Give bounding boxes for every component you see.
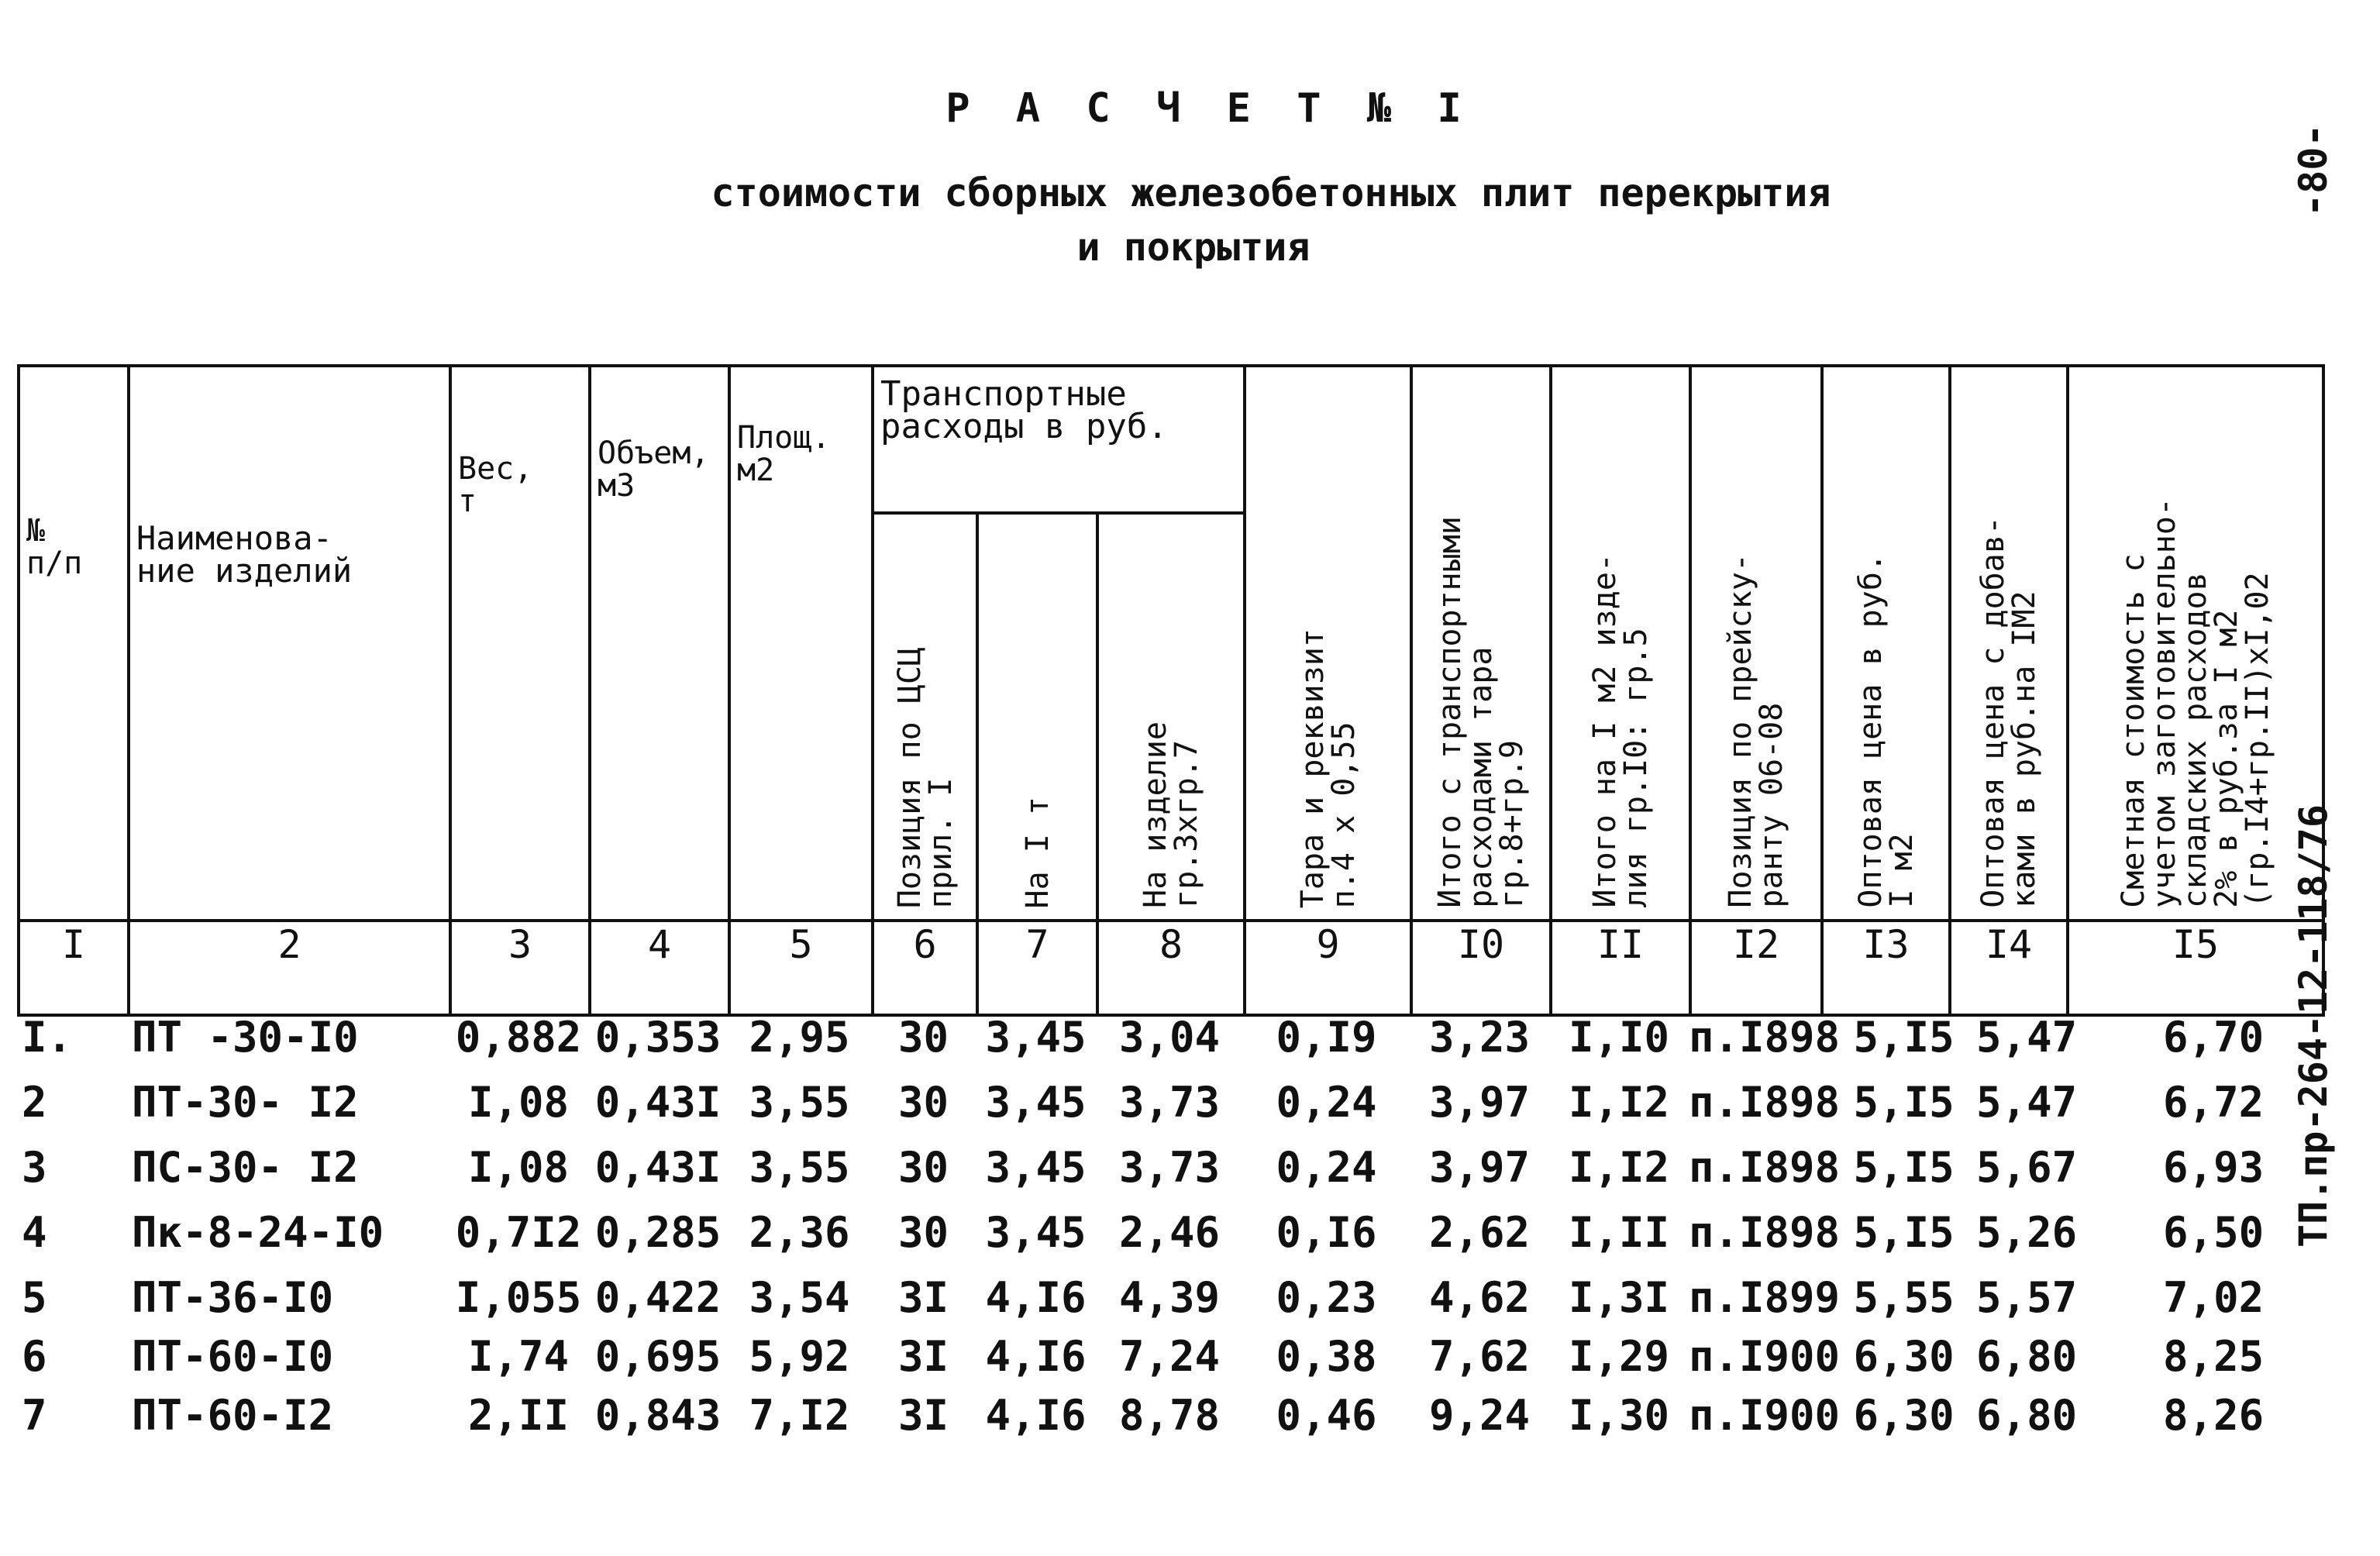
- table-cell: 0,285: [594, 1207, 722, 1257]
- table-cell: I,I2: [1568, 1077, 1670, 1127]
- table-cell: 3,45: [985, 1142, 1087, 1192]
- table-cell: 0,353: [594, 1012, 722, 1062]
- table-cell: п.I898: [1689, 1207, 1841, 1257]
- table-cell: 3,23: [1428, 1012, 1531, 1062]
- document-title: Р А С Ч Е Т № I: [945, 85, 1472, 132]
- table-cell: 4,I6: [985, 1390, 1087, 1440]
- table-cell: 0,695: [594, 1331, 722, 1381]
- table-cell: 4,62: [1428, 1272, 1531, 1322]
- table-cell: 5,47: [1976, 1012, 2078, 1062]
- header-col-5: Площ. м2: [729, 366, 873, 921]
- table-cell: I,08: [467, 1142, 570, 1192]
- table-cell: 3,73: [1118, 1142, 1221, 1192]
- table-cell: ПТ-60-I0: [132, 1331, 334, 1381]
- table-cell: I.: [22, 1012, 73, 1062]
- table-row: [17, 1196, 2341, 1268]
- document-subtitle-line2: и покрытия: [1076, 225, 1311, 270]
- table-cell: 8,78: [1118, 1390, 1221, 1440]
- col-number: I3: [1822, 921, 1950, 1015]
- document-code: ТП.пр-264-12-118/76: [2291, 804, 2336, 1248]
- table-cell: 5,I5: [1853, 1142, 1955, 1192]
- col-number: I: [19, 921, 129, 1015]
- table-cell: 6,30: [1853, 1331, 1955, 1381]
- header-col-15: Сметная стоимость с учетом заготовительно- складских расходов 2% в руб.за I м2 (гр.I4+гр.II)хI,02: [2068, 366, 2323, 921]
- table-cell: 4,I6: [985, 1331, 1087, 1381]
- header-table-wrapper: [17, 364, 2325, 1017]
- table-cell: ПТ-30- I2: [132, 1077, 359, 1127]
- table-cell: I,08: [467, 1077, 570, 1127]
- header-col-10: Итого с транспортными расходами тара гр.8+гр.9: [1411, 366, 1551, 921]
- table-row: [17, 1138, 2341, 1196]
- table-cell: I,II: [1568, 1207, 1670, 1257]
- table-cell: 0,I9: [1276, 1012, 1377, 1062]
- table-cell: 5,57: [1976, 1272, 2078, 1322]
- col-number: I0: [1411, 921, 1551, 1015]
- table-cell: 0,38: [1276, 1331, 1377, 1381]
- table-cell: 7,02: [2163, 1272, 2265, 1322]
- table-cell: п.I900: [1689, 1331, 1841, 1381]
- table-cell: Пк-8-24-I0: [132, 1207, 384, 1257]
- table-cell: 3,73: [1118, 1077, 1221, 1127]
- header-col-13: Оптовая цена в руб. I м2: [1822, 366, 1950, 921]
- table-cell: 0,7I2: [455, 1207, 582, 1257]
- header-col-4: Объем, м3: [590, 366, 729, 921]
- header-col-14: Оптовая цена с добав- ками в руб.на IМ2: [1950, 366, 2068, 921]
- table-cell: 0,43I: [594, 1142, 722, 1192]
- col-number: 4: [590, 921, 729, 1015]
- table-row: [17, 1327, 2341, 1386]
- table-cell: 7,24: [1118, 1331, 1221, 1381]
- table-cell: 3,54: [749, 1272, 850, 1322]
- header-col-6: Позиция по ЦСЦ прил. I: [873, 513, 977, 921]
- header-col-8: На изделие гр.3хгр.7: [1097, 513, 1245, 921]
- header-transport-group: Транспортные расходы в руб.: [873, 366, 1245, 513]
- col-number: I4: [1950, 921, 2068, 1015]
- table-cell: 5,I5: [1853, 1077, 1955, 1127]
- table-cell: 6,30: [1853, 1390, 1955, 1440]
- table-cell: 8,25: [2163, 1331, 2265, 1381]
- table-cell: п.I898: [1689, 1012, 1841, 1062]
- table-cell: 3I: [897, 1272, 949, 1322]
- table-cell: 7: [22, 1390, 47, 1440]
- header-col-7: На I т: [977, 513, 1097, 921]
- table-cell: 6: [22, 1331, 47, 1381]
- table-cell: 6,50: [2163, 1207, 2265, 1257]
- table-cell: 6,93: [2163, 1142, 2265, 1192]
- table-cell: 0,24: [1276, 1077, 1377, 1127]
- table-cell: 0,I6: [1276, 1207, 1377, 1257]
- table-cell: 5,92: [749, 1331, 850, 1381]
- table-cell: 2,36: [749, 1207, 850, 1257]
- header-col-9: Тара и реквизит п.4 х 0,55: [1245, 366, 1411, 921]
- table-cell: I,29: [1568, 1331, 1670, 1381]
- table-cell: ПТ -30-I0: [132, 1012, 359, 1062]
- table-cell: 0,43I: [594, 1077, 722, 1127]
- col-number: 9: [1245, 921, 1411, 1015]
- col-number: 7: [977, 921, 1097, 1015]
- table-cell: 5,26: [1976, 1207, 2078, 1257]
- table-cell: 7,I2: [749, 1390, 850, 1440]
- table-cell: 5: [22, 1272, 47, 1322]
- document-subtitle: стоимости сборных железобетонных плит перекрытия: [711, 170, 1831, 215]
- page-number: -80-: [2291, 124, 2336, 218]
- table-cell: 3,45: [985, 1012, 1087, 1062]
- col-number: 6: [873, 921, 977, 1015]
- table-cell: 6,80: [1976, 1390, 2078, 1440]
- table-cell: 2: [22, 1077, 47, 1127]
- table-cell: 30: [897, 1012, 949, 1062]
- table-cell: 3,55: [749, 1142, 850, 1192]
- data-table: [17, 1007, 2341, 1444]
- table-cell: 2,46: [1118, 1207, 1221, 1257]
- table-cell: 5,47: [1976, 1077, 2078, 1127]
- header-table: [17, 364, 2325, 1017]
- table-cell: 3,45: [985, 1207, 1087, 1257]
- col-number: II: [1551, 921, 1690, 1015]
- table-cell: 30: [897, 1207, 949, 1257]
- table-cell: 3I: [897, 1331, 949, 1381]
- col-number: 5: [729, 921, 873, 1015]
- table-row: [17, 1066, 2341, 1138]
- table-cell: 6,72: [2163, 1077, 2265, 1127]
- table-cell: I,I0: [1568, 1012, 1670, 1062]
- table-cell: 4: [22, 1207, 47, 1257]
- table-cell: I,74: [467, 1331, 570, 1381]
- table-cell: 3,45: [985, 1077, 1087, 1127]
- table-cell: ПТ-36-I0: [132, 1272, 334, 1322]
- header-col-12: Позиция по прейску- ранту 06-08: [1690, 366, 1822, 921]
- table-cell: п.I900: [1689, 1390, 1841, 1440]
- table-cell: п.I898: [1689, 1142, 1841, 1192]
- table-cell: 0,843: [594, 1390, 722, 1440]
- table-cell: I,30: [1568, 1390, 1670, 1440]
- table-row: [17, 1007, 2341, 1066]
- table-cell: 4,39: [1118, 1272, 1221, 1322]
- table-cell: ПТ-60-I2: [132, 1390, 334, 1440]
- table-cell: 5,67: [1976, 1142, 2078, 1192]
- col-number: I2: [1690, 921, 1822, 1015]
- table-cell: 3I: [897, 1390, 949, 1440]
- table-cell: 3,04: [1118, 1012, 1221, 1062]
- table-row: [17, 1268, 2341, 1327]
- table-cell: 2,95: [749, 1012, 850, 1062]
- table-cell: 0,422: [594, 1272, 722, 1322]
- col-number: 8: [1097, 921, 1245, 1015]
- table-cell: 3,55: [749, 1077, 850, 1127]
- table-cell: 2,II: [467, 1390, 570, 1440]
- table-cell: 6,70: [2163, 1012, 2265, 1062]
- header-col-11: Итого на I м2 изде- лия гр.I0: гр.5: [1551, 366, 1690, 921]
- header-col-1: № п/п: [19, 366, 129, 921]
- table-row: [17, 1386, 2341, 1444]
- table-cell: 0,24: [1276, 1142, 1377, 1192]
- table-cell: п.I898: [1689, 1077, 1841, 1127]
- table-cell: 5,I5: [1853, 1012, 1955, 1062]
- table-cell: I,3I: [1568, 1272, 1670, 1322]
- table-cell: ПС-30- I2: [132, 1142, 359, 1192]
- column-number-row: [19, 921, 2323, 1015]
- data-table-body: [17, 1007, 2341, 1444]
- table-cell: 30: [897, 1077, 949, 1127]
- col-number: 2: [129, 921, 450, 1015]
- table-cell: 3,97: [1428, 1142, 1531, 1192]
- table-cell: п.I899: [1689, 1272, 1841, 1322]
- table-cell: 2,62: [1428, 1207, 1531, 1257]
- table-cell: 0,882: [455, 1012, 582, 1062]
- table-cell: 6,80: [1976, 1331, 2078, 1381]
- table-cell: 4,I6: [985, 1272, 1087, 1322]
- table-cell: 3,97: [1428, 1077, 1531, 1127]
- col-number: 3: [450, 921, 590, 1015]
- table-cell: 7,62: [1428, 1331, 1531, 1381]
- col-number: I5: [2068, 921, 2323, 1015]
- table-cell: 5,I5: [1853, 1207, 1955, 1257]
- table-cell: 0,46: [1276, 1390, 1377, 1440]
- table-cell: 30: [897, 1142, 949, 1192]
- table-cell: I,055: [455, 1272, 582, 1322]
- table-cell: 0,23: [1276, 1272, 1377, 1322]
- table-cell: I,I2: [1568, 1142, 1670, 1192]
- header-col-3: Вес, т: [450, 366, 590, 921]
- table-cell: 3: [22, 1142, 47, 1192]
- table-cell: 8,26: [2163, 1390, 2265, 1440]
- header-col-2: Наименова- ние изделий: [129, 366, 450, 921]
- table-cell: 5,55: [1853, 1272, 1955, 1322]
- table-cell: 9,24: [1428, 1390, 1531, 1440]
